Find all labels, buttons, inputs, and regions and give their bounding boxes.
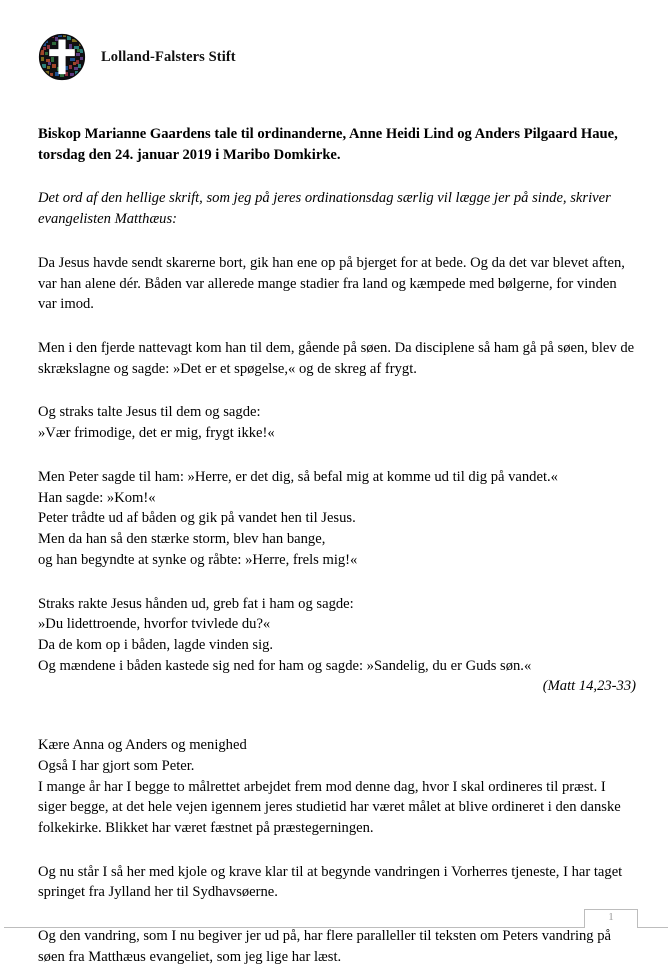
footer-rule-left (4, 927, 584, 928)
organization-name: Lolland-Falsters Stift (101, 48, 236, 65)
letterhead (38, 33, 236, 81)
footer-rule-right (638, 927, 668, 928)
scripture-line: Peter trådte ud af båden og gik på vandet hen til Jesus. (38, 510, 356, 527)
scripture-block-4 (38, 444, 636, 571)
document-title: Biskop Marianne Gaardens tale til ordinanderne, Anne Heidi Lind og Anders Pilgaard Haue, torsdag den 24. januar 2019 i Maribo Domkirke. (38, 126, 618, 163)
page-footer (0, 894, 672, 950)
cross-emblem-icon (38, 33, 86, 81)
scripture-paragraph-2: Men i den fjerde nattevagt kom han til dem, gående på søen. Da disciplene så ham gå på søen, blev de skrækslagne og sagde: »Det er et spøgelse,« og de skreg af frygt. (38, 340, 635, 377)
scripture-line: Men da han så den stærke storm, blev han bange, (38, 531, 326, 548)
scripture-line: »Du lidettroende, hvorfor tvivlede du?« (38, 616, 271, 633)
address-paragraph-3: Og den vandring, som I nu begiver jer ud på, har flere paralleller til teksten om Peters vandring på søen fra Matthæus evangeliet, som jeg lige har læst. (38, 928, 612, 965)
scripture-line: Da de kom op i båden, lagde vinden sig. (38, 636, 274, 653)
address-block-1 (38, 735, 636, 839)
page-number: 1 (608, 911, 614, 923)
scripture-line: Men Peter sagde til ham: »Herre, er det dig, så befal mig at komme ud til dig på vandet.« (38, 468, 558, 485)
scripture-block-3 (38, 379, 636, 443)
scripture-citation: (Matt 14,23-33) (542, 678, 636, 695)
scripture-line: »Vær frimodige, det er mig, frygt ikke!« (38, 425, 275, 442)
scripture-paragraph-1: Da Jesus havde sendt skarerne bort, gik han ene op på bjerget for at bede. Og da det var blevet aften, var han alene dér. Båden var allerede mange stadier fra land og kæmpede med bølgerne, for vinden var imod. (38, 254, 625, 313)
scripture-line: Straks rakte Jesus hånden ud, greb fat i ham og sagde: (38, 595, 354, 612)
scripture-line: Og mændene i båden kastede sig ned for ham og sagde: »Sandelig, du er Guds søn.« (38, 657, 532, 674)
document-content (38, 124, 636, 968)
address-line: I mange år har I begge to målrettet arbejdet frem mod denne dag, hvor I skal ordineres til præst. I siger begge, at det hele vejen igennem jeres studietid har været målet at blive ordineret i den danske folkekirke. Blikket har været fæstnet på præstegerningen. (38, 778, 621, 836)
scripture-block-5 (38, 571, 636, 677)
scripture-line: Og straks talte Jesus til dem og sagde: (38, 404, 261, 421)
lead-paragraph: Det ord af den hellige skrift, som jeg på jeres ordinationsdag særlig vil lægge jer på sinde, skriver evangelisten Matthæus: (38, 190, 611, 228)
scripture-line: og han begyndte at synke og råbte: »Herre, frels mig!« (38, 551, 358, 568)
address-line: Kære Anna og Anders og menighed (38, 737, 247, 754)
scripture-line: Han sagde: »Kom!« (38, 489, 156, 506)
section-spacer (38, 697, 636, 735)
address-line: Også I har gjort som Peter. (38, 757, 195, 774)
address-paragraph-2: Og nu står I så her med kjole og krave klar til at begynde vandringen i Vorherres tjeneste, I har taget springet fra Jylland her til Sydhavsøerne. (38, 863, 623, 901)
